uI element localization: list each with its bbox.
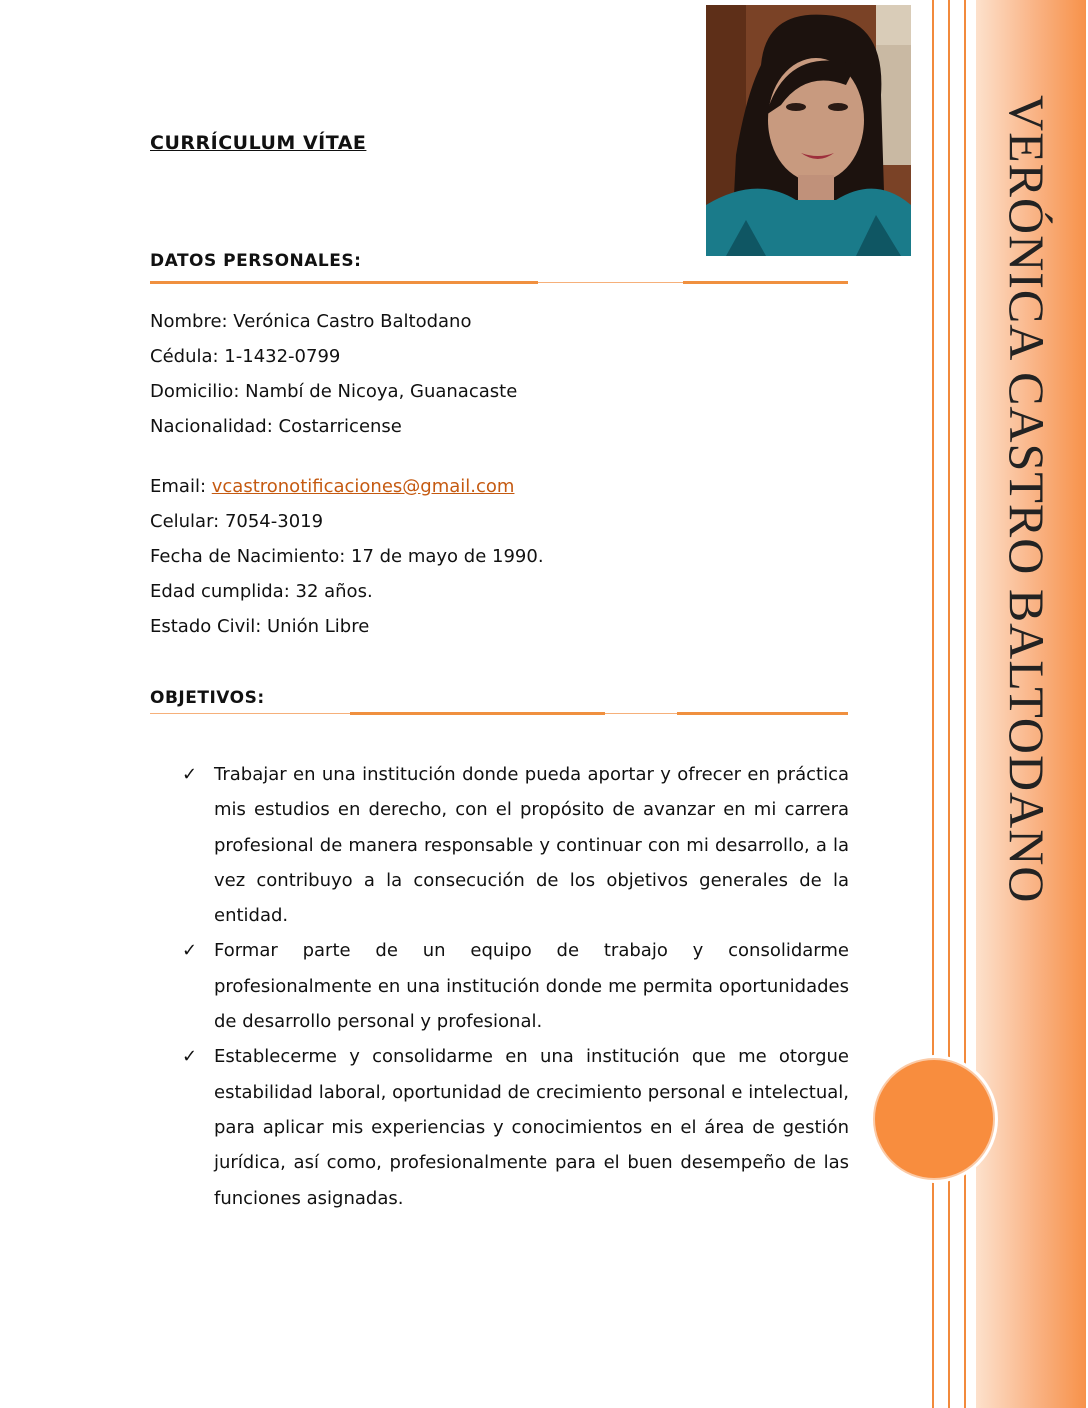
email-link[interactable]: vcastronotificaciones@gmail.com [211,476,515,497]
checkmark-icon: ✓ [182,764,198,785]
field-birthdate: Fecha de Nacimiento: 17 de mayo de 1990. [150,546,544,567]
field-cedula: Cédula: 1-1432-0799 [150,346,341,367]
objective-text: Trabajar en una institución donde pueda aportar y ofrecer en práctica mis estudios en derecho, con el propósito de avanzar en mi carrera profesional de manera responsable y continuar con mi desarrollo, a la vez contribuyo a la consecución de los objetivos generales de la entidad. [214,764,849,927]
profile-photo [706,5,911,256]
list-item [182,1039,849,1215]
checkmark-icon: ✓ [182,1046,198,1068]
field-civil-status: Estado Civil: Unión Libre [150,616,370,637]
objective-text: Formar parte de un equipo de trabajo y consolidarme profesionalmente en una institución donde me permita oportunidades de desarrollo personal y profesional. [214,940,849,1033]
field-name: Nombre: Verónica Castro Baltodano [150,311,472,332]
objectives-heading: OBJETIVOS: [150,688,265,708]
side-band [918,0,1088,1408]
document-title: CURRÍCULUM VÍTAE [150,132,367,154]
field-nationality: Nacionalidad: Costarricense [150,416,402,437]
personal-data-heading: DATOS PERSONALES: [150,251,362,271]
band-line [964,0,966,1408]
field-phone: Celular: 7054-3019 [150,511,324,532]
objective-text: Establecerme y consolidarme en una institución que me otorgue estabilidad laboral, oportunidad de crecimiento personal e intelectual, para aplicar mis experiencias y conocimientos en el área de gestión jurídica, así como, profesionalmente para el buen desempeño de las funciones asignadas. [214,1046,849,1209]
vertical-name: VERÓNICA CASTRO BALTODANO [999,95,1055,904]
list-item [182,933,849,1039]
band-line [932,0,934,1408]
objectives-list [182,757,849,1216]
field-age: Edad cumplida: 32 años. [150,581,373,602]
list-item [182,757,849,933]
checkmark-icon: ✓ [182,940,198,962]
section-rule [150,712,848,715]
field-address: Domicilio: Nambí de Nicoya, Guanacaste [150,381,518,402]
section-rule [150,281,848,284]
email-label: Email: [150,476,212,497]
decorative-circle [873,1058,995,1180]
field-email [150,476,514,498]
band-line [948,0,950,1408]
